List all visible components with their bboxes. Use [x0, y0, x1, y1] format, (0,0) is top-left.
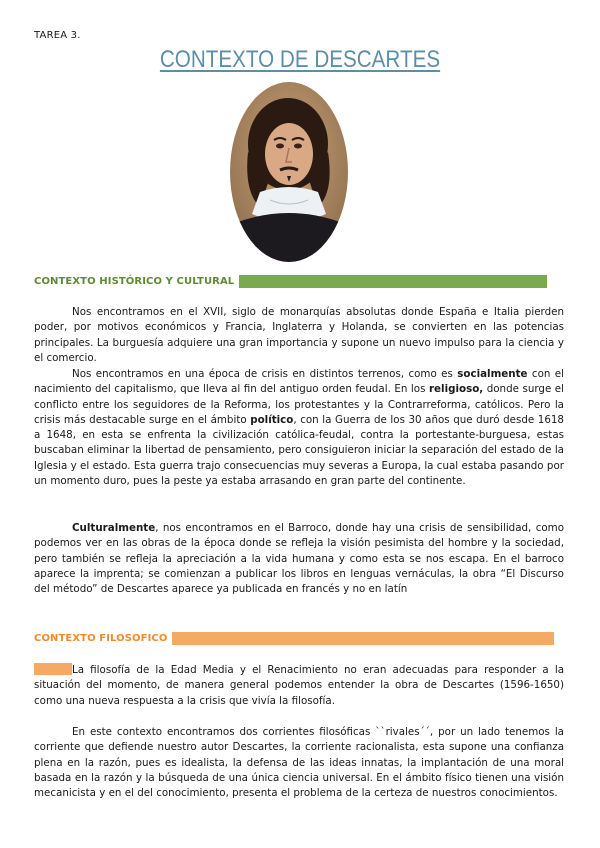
- descartes-portrait: [230, 82, 348, 262]
- paragraph: Culturalmente, nos encontramos en el Barroco, donde hay una crisis de sensibilidad, como podemos ver en las obras de la época donde se refleja la visión pesimista del hombre y la sociedad, pero también se refleja la apreciación a la vida humana y como esta se nos escapa. En el barroco aparece la imprenta; se comienzan a publicar los libros en lenguas vernáculas, la obra “El Discurso del método” de Descartes aparece ya publicada en francés y no en latín: [34, 522, 564, 596]
- section-heading-historico: [34, 275, 547, 288]
- paragraph: En este contexto encontramos dos corrientes filosóficas ``rivales´´, por un lado tenemos la corriente que defiende nuestro autor Descartes, la corriente racionalista, esta supone una confianza plena en la razón, pues es idealista, la defensa de las ideas innatas, la implantación de una moral basada en la razón y la búsqueda de una única ciencia universal. En el ámbito físico tienen una visión mecanicista y en el del conocimiento, presenta el problema de la certeza de nuestros conocimientos.: [34, 726, 564, 800]
- section-accent-bar: [172, 632, 554, 645]
- section-label: CONTEXTO FILOSOFICO: [34, 633, 168, 644]
- paragraph: La filosofía de la Edad Media y el Renacimiento no eran adecuadas para responder a la situación del momento, de manera general podemos entender la obra de Descartes (1596-1650) como una nueva respuesta a la crisis que vivía la filosofía.: [34, 664, 564, 707]
- paragraph: Nos encontramos en el XVII, siglo de monarquías absolutas donde España e Italia pierden poder, por motivos económicos y Francia, Inglaterra y Holanda, se convierten en las potencias principales. La burguesía adquiere una gran importancia y supone un nuevo impulso para la ciencia y el comercio.: [34, 306, 564, 364]
- section-label: CONTEXTO HISTÓRICO Y CULTURAL: [34, 276, 235, 287]
- page-title: CONTEXTO DE DESCARTES: [159, 46, 441, 73]
- section-heading-filosofico: [34, 632, 554, 645]
- section-accent-bar: [239, 275, 547, 288]
- highlight-mark: [34, 663, 72, 675]
- assignment-tag: TAREA 3.: [34, 30, 81, 41]
- paragraph: Nos encontramos en una época de crisis en distintos terrenos, como es socialmente con el nacimiento del capitalismo, que lleva al fin del antiguo orden feudal. En los religioso, donde surge el conflicto entre los seguidores de la Reforma, los protestantes y la Contrarreforma, católicos. Pero la crisis más destacable surge en el ámbito político, con la Guerra de los 30 años que duró desde 1618 a 1648, en esta se enfrenta la civilización católica-feudal, contra la portestante-burguesa, estas buscaban eliminar la libertad de pensamiento, pero consiguieron iniciar la separación del estado de la Iglesia y el estado. Esta guerra trajo consecuencias muy severas a Europa, la cual estaba pasando por un momento duro, pues la peste ya estaba arrasando en gran parte del continente.: [34, 368, 565, 488]
